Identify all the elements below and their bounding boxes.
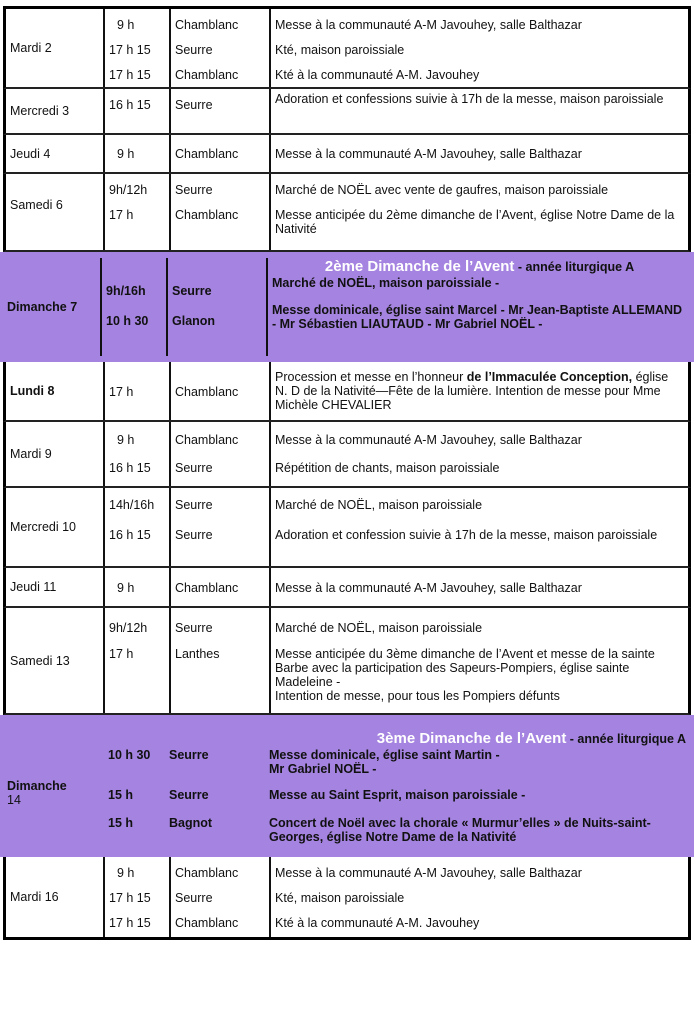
- time: 9 h: [117, 581, 135, 595]
- place: Chamblanc: [175, 208, 239, 222]
- time: 17 h: [109, 208, 134, 222]
- time: 9h/12h: [109, 183, 148, 197]
- description: Marché de NOËL avec vente de gaufres, maison paroissiale: [275, 183, 609, 197]
- day-label: Dimanche 7: [7, 300, 78, 314]
- place: Chamblanc: [175, 68, 239, 82]
- day-label: Jeudi 4: [10, 146, 51, 161]
- time-cell: [105, 174, 171, 250]
- time: 10 h 30: [106, 314, 149, 328]
- schedule-row-samedi-13: [3, 608, 691, 715]
- schedule-row-mardi-2: [3, 6, 691, 89]
- time: 16 h 15: [109, 528, 151, 542]
- time-cell: [105, 135, 171, 172]
- description: Répétition de chants, maison paroissiale: [275, 461, 500, 475]
- schedule-row-jeudi-11: [3, 568, 691, 608]
- place-cell: [168, 258, 268, 356]
- day-cell: [6, 488, 105, 566]
- place: Seurre: [175, 43, 213, 57]
- time: 16 h 15: [109, 461, 151, 475]
- description-cell: [271, 488, 688, 566]
- day-cell: [6, 608, 105, 713]
- day-label: Dimanche: [7, 779, 67, 793]
- place: Bagnot: [169, 816, 213, 830]
- description: Messe à la communauté A-M Javouhey, salle Balthazar: [275, 866, 582, 880]
- day-cell: [6, 422, 105, 486]
- description: Messe à la communauté A-M Javouhey, salle Balthazar: [275, 147, 582, 161]
- sunday-title-main: 3ème Dimanche de l’Avent: [376, 730, 567, 747]
- place: Seurre: [175, 183, 213, 197]
- place-cell: [171, 362, 271, 420]
- place-cell: [171, 9, 271, 87]
- place-cell: [171, 89, 271, 133]
- day-cell: [0, 715, 99, 857]
- time: 17 h: [109, 647, 134, 661]
- place: Seurre: [169, 748, 209, 762]
- place-cell: [171, 857, 271, 937]
- place: Seurre: [169, 788, 209, 802]
- description: Kté à la communauté A-M. Javouhey: [275, 916, 480, 930]
- sunday-title: [265, 730, 694, 748]
- day-cell: [6, 174, 105, 250]
- schedule-row-lundi-8: [3, 362, 691, 422]
- description: Messe anticipée du 3ème dimanche de l’Avent et messe de la sainte Barbe avec la participation des Sapeurs-Pompiers, église sainte Madeleine -: [275, 647, 655, 689]
- place: Chamblanc: [175, 866, 239, 880]
- description: Kté, maison paroissiale: [275, 43, 405, 57]
- time: 14h/16h: [109, 498, 155, 512]
- day-cell: [6, 857, 105, 937]
- time: 17 h: [109, 385, 134, 399]
- description: Adoration et confession suivie à 17h de la messe, maison paroissiale: [275, 528, 658, 542]
- description: Messe au Saint Esprit, maison paroissiale -: [269, 788, 526, 802]
- description-cell: [268, 252, 691, 362]
- time: 15 h: [108, 816, 134, 830]
- place-cell: [165, 715, 265, 857]
- sunday-title-main: 2ème Dimanche de l’Avent: [324, 258, 515, 275]
- day-number: 14: [7, 793, 21, 807]
- description: Messe à la communauté A-M Javouhey, salle Balthazar: [275, 433, 582, 447]
- time: 9h/12h: [109, 621, 148, 635]
- day-label: Mardi 16: [10, 890, 59, 904]
- time: 16 h 15: [109, 98, 151, 112]
- description: Kté, maison paroissiale: [275, 891, 405, 905]
- day-label: Lundi 8: [10, 384, 55, 398]
- place-cell: [171, 174, 271, 250]
- time: 9 h: [117, 866, 135, 880]
- description-cell: [271, 174, 688, 250]
- day-cell: [6, 9, 105, 87]
- schedule-row-jeudi-4: [3, 135, 691, 174]
- sunday-title: [268, 258, 691, 276]
- description: Adoration et confessions suivie à 17h de la messe, maison paroissiale: [275, 92, 664, 106]
- place: Chamblanc: [175, 18, 239, 32]
- place: Seurre: [175, 891, 213, 905]
- place-cell: [171, 488, 271, 566]
- place: Seurre: [175, 98, 213, 112]
- time: 17 h 15: [109, 916, 151, 930]
- place: Chamblanc: [175, 147, 239, 161]
- time-cell: [105, 488, 171, 566]
- day-label: Mardi 2: [10, 41, 52, 55]
- time-cell: [105, 608, 171, 713]
- time: 9 h: [117, 18, 135, 32]
- description-continued: Intention de messe, pour tous les Pompiers défunts: [275, 689, 560, 703]
- time: 9 h: [117, 147, 135, 161]
- place-cell: [171, 422, 271, 486]
- day-cell: [6, 568, 105, 606]
- day-label: Samedi 13: [10, 653, 70, 668]
- time: 9h/16h: [106, 284, 146, 298]
- description-cell: [271, 362, 688, 420]
- description: Messe à la communauté A-M Javouhey, salle Balthazar: [275, 581, 582, 595]
- time-cell: [102, 258, 168, 356]
- day-label: Samedi 6: [10, 198, 63, 212]
- place: Seurre: [175, 498, 213, 512]
- day-label: Mardi 9: [10, 447, 52, 461]
- sunday-title-suffix: - année liturgique A: [514, 260, 635, 274]
- description-highlight: de l’Immaculée Conception,: [466, 370, 633, 384]
- sunday-title-suffix: - année liturgique A: [566, 732, 686, 746]
- description-text: église N. D de la Nativité—Fête de la lumière. Intention de messe pour Mme Michèle CHEVALIER: [275, 370, 669, 412]
- description-cell: [271, 89, 688, 133]
- time-cell: [99, 715, 165, 857]
- time-cell: [105, 568, 171, 606]
- place: Lanthes: [175, 647, 220, 661]
- description: Messe dominicale, église saint Marcel - Mr Jean-Baptiste ALLEMAND - Mr Sébastien LIAUTAUD - Mr Gabriel NOËL -: [272, 303, 683, 331]
- place: Seurre: [172, 284, 212, 298]
- description-cell: [271, 422, 688, 486]
- description-cell: [271, 135, 688, 172]
- description: Messe dominicale, église saint Martin -: [269, 748, 500, 762]
- description-text: Procession et messe en l’honneur: [275, 370, 467, 384]
- time: 17 h 15: [109, 43, 151, 57]
- place: Seurre: [175, 621, 213, 635]
- place: Chamblanc: [175, 433, 239, 447]
- description: Marché de NOËL, maison paroissiale -: [272, 276, 500, 290]
- parish-schedule-table: [3, 6, 691, 940]
- place-cell: [171, 135, 271, 172]
- time-cell: [105, 89, 171, 133]
- description-cell: [271, 857, 688, 937]
- time-cell: [105, 9, 171, 87]
- description: Concert de Noël avec la chorale « Murmur’elles » de Nuits-saint-Georges, église Notre Dame de la Nativité: [269, 816, 651, 844]
- time: 10 h 30: [108, 748, 151, 762]
- day-cell: [3, 258, 102, 356]
- schedule-row-mercredi-10: [3, 488, 691, 568]
- schedule-row-samedi-6: [3, 174, 691, 252]
- description-cell: [265, 715, 694, 857]
- schedule-row-mercredi-3: [3, 89, 691, 135]
- place-cell: [171, 568, 271, 606]
- description-cell: [271, 568, 688, 606]
- place: Seurre: [175, 528, 213, 542]
- description: Messe à la communauté A-M Javouhey, salle Balthazar: [275, 18, 582, 32]
- description-cell: [271, 608, 688, 713]
- place: Chamblanc: [175, 385, 239, 399]
- time: 15 h: [108, 788, 134, 802]
- description: Marché de NOËL, maison paroissiale: [275, 621, 483, 635]
- schedule-row-mardi-9: [3, 422, 691, 488]
- place-cell: [171, 608, 271, 713]
- day-cell: [6, 89, 105, 133]
- day-label: Jeudi 11: [10, 580, 57, 594]
- description-cell: [271, 9, 688, 87]
- place: Chamblanc: [175, 916, 239, 930]
- time-cell: [105, 422, 171, 486]
- time: 17 h 15: [109, 68, 151, 82]
- schedule-row-dimanche-7: [0, 252, 694, 362]
- day-cell: [6, 362, 105, 420]
- description-continued: Mr Gabriel NOËL -: [269, 762, 377, 776]
- place: Glanon: [172, 314, 216, 328]
- description: [271, 370, 688, 412]
- day-label: Mercredi 3: [10, 104, 70, 118]
- description: Messe anticipée du 2ème dimanche de l’Avent, église Notre Dame de la Nativité: [275, 208, 675, 236]
- time-cell: [105, 857, 171, 937]
- place: Chamblanc: [175, 581, 239, 595]
- time: 9 h: [117, 433, 135, 447]
- description: Marché de NOËL, maison paroissiale: [275, 498, 483, 512]
- time-cell: [105, 362, 171, 420]
- day-label: Mercredi 10: [10, 520, 76, 534]
- schedule-row-dimanche-14: [0, 715, 694, 857]
- time: 17 h 15: [109, 891, 151, 905]
- schedule-row-mardi-16: [3, 857, 691, 940]
- place: Seurre: [175, 461, 213, 475]
- day-cell: [6, 135, 105, 172]
- description: Kté à la communauté A-M. Javouhey: [275, 68, 480, 82]
